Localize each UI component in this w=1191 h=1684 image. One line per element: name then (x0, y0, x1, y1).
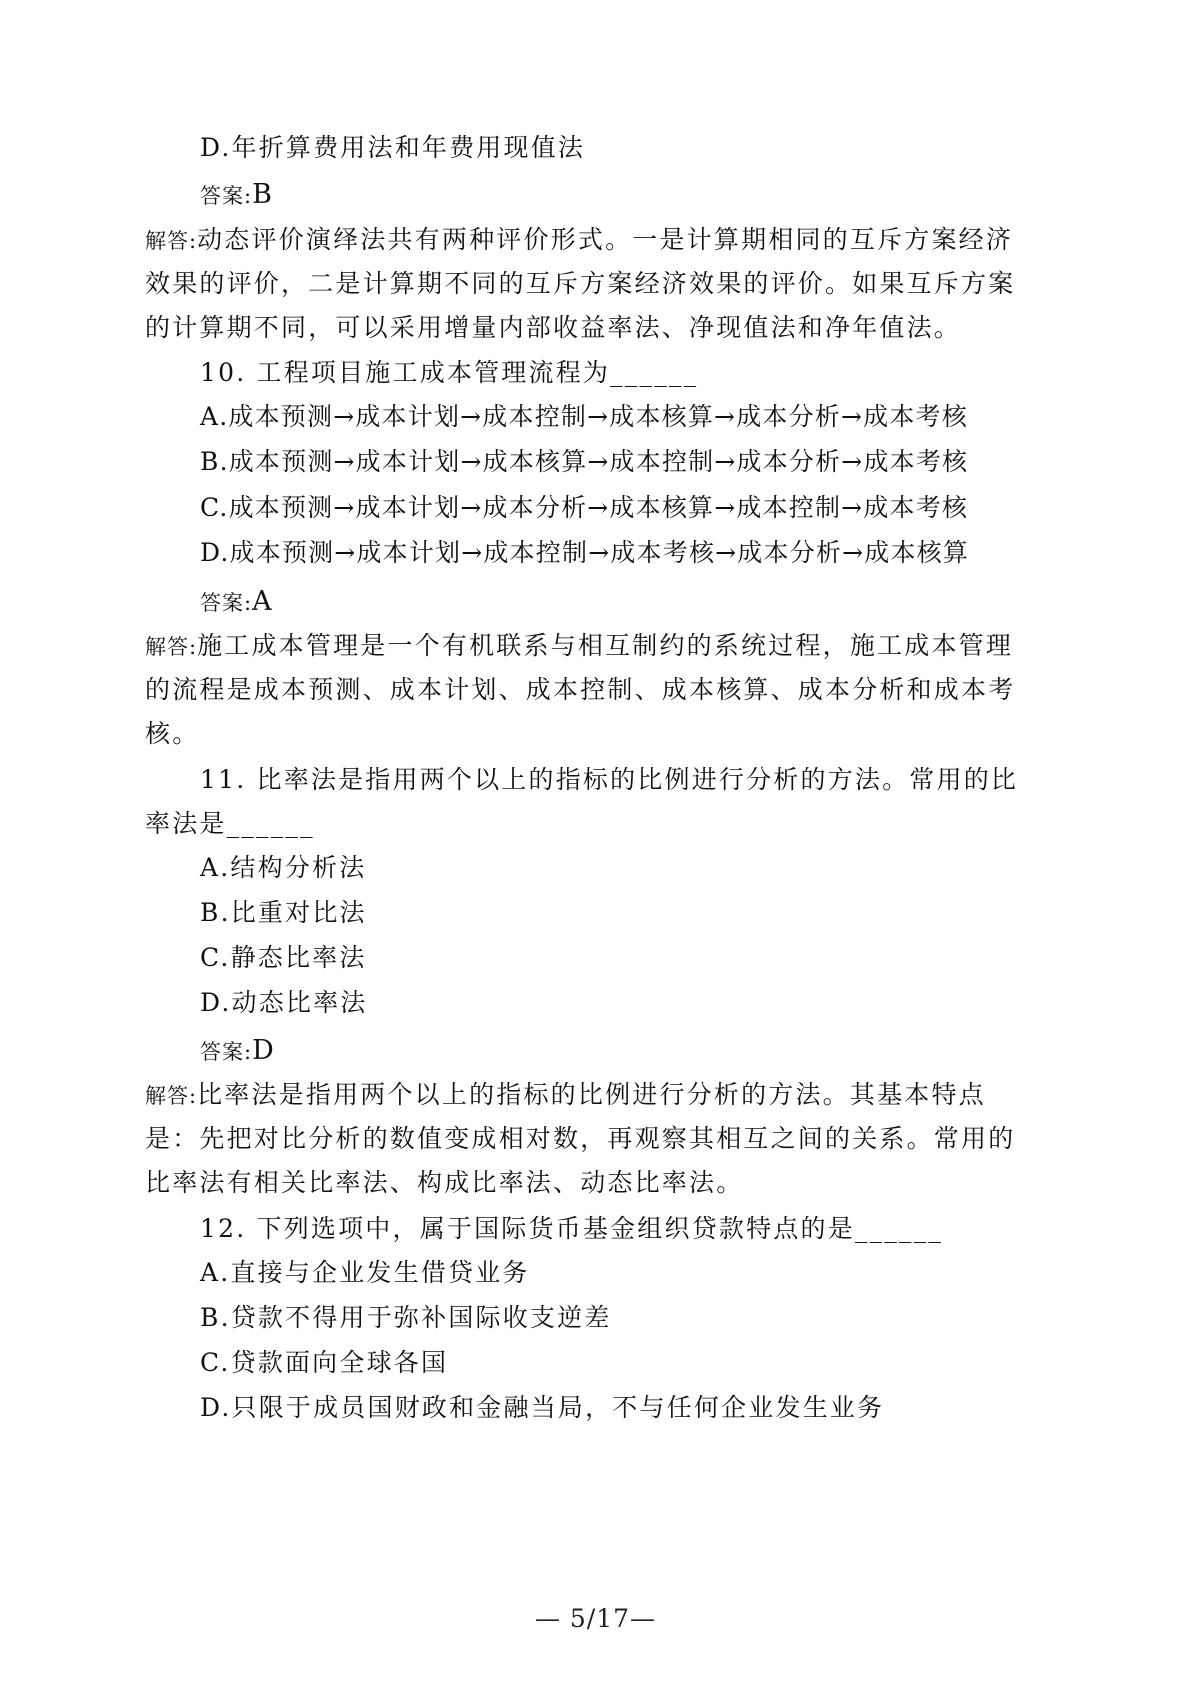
q12-option-b: B.贷款不得用于弥补国际收支逆差 (200, 1303, 612, 1332)
q11-option-b: B.比重对比法 (200, 898, 367, 927)
q11-answer (200, 1036, 276, 1067)
q11-option-d: D.动态比率法 (200, 988, 368, 1017)
answer-value: A (252, 586, 274, 617)
explanation-label: 解答: (145, 229, 198, 253)
answer-value: D (252, 1035, 276, 1066)
q11-stem-line-2: 率法是______ (145, 809, 315, 838)
q10-option-c: C.成本预测→成本计划→成本分析→成本核算→成本控制→成本考核 (200, 493, 969, 522)
q10-explanation-line-2: 的流程是成本预测、成本计划、成本控制、成本核算、成本分析和成本考 (145, 675, 1016, 704)
q11-explanation-line-3: 比率法有相关比率法、构成比率法、动态比率法。 (145, 1168, 744, 1197)
explanation-label: 解答: (145, 1084, 198, 1108)
answer-label: 答案: (200, 184, 253, 208)
q10-option-d: D.成本预测→成本计划→成本控制→成本考核→成本分析→成本核算 (200, 538, 970, 567)
q11-explanation-line-1 (145, 1080, 986, 1111)
q10-explanation-line-1 (145, 631, 1013, 662)
q10-answer (200, 587, 274, 618)
q9-explanation-line-1 (145, 225, 1013, 256)
explanation-text: 比率法是指用两个以上的指标的比例进行分析的方法。其基本特点 (197, 1080, 986, 1109)
answer-label: 答案: (200, 1040, 253, 1064)
q11-option-c: C.静态比率法 (200, 943, 367, 972)
q12-option-c: C.贷款面向全球各国 (200, 1348, 449, 1377)
explanation-text: 动态评价演绎法共有两种评价形式。一是计算期相同的互斥方案经济 (197, 225, 1014, 254)
q10-stem: 10. 工程项目施工成本管理流程为______ (200, 358, 699, 387)
q11-explanation-line-2: 是：先把对比分析的数值变成相对数，再观察其相互之间的关系。常用的 (145, 1124, 1016, 1153)
q12-stem: 12. 下列选项中，属于国际货币基金组织贷款特点的是______ (200, 1214, 944, 1243)
q9-explanation-line-2: 效果的评价，二是计算期不同的互斥方案经济效果的评价。如果互斥方案 (145, 269, 1016, 298)
q9-answer (200, 180, 274, 211)
answer-label: 答案: (200, 591, 253, 615)
q10-option-a: A.成本预测→成本计划→成本控制→成本核算→成本分析→成本考核 (200, 402, 968, 431)
answer-value: B (252, 179, 275, 210)
q9-option-d: D.年折算费用法和年费用现值法 (200, 133, 586, 162)
q12-option-d: D.只限于成员国财政和金融当局，不与任何企业发生业务 (200, 1393, 885, 1422)
q12-option-a: A.直接与企业发生借贷业务 (200, 1258, 530, 1287)
q11-stem-line-1: 11. 比率法是指用两个以上的指标的比例进行分析的方法。常用的比 (200, 765, 1019, 794)
q9-explanation-line-3: 的计算期不同，可以采用增量内部收益率法、净现值法和净年值法。 (145, 313, 962, 342)
page-number: — 5/17— (534, 1604, 657, 1633)
q10-explanation-line-3: 核。 (145, 719, 200, 748)
q11-option-a: A.结构分析法 (200, 853, 367, 882)
q10-option-b: B.成本预测→成本计划→成本核算→成本控制→成本分析→成本考核 (200, 447, 969, 476)
explanation-label: 解答: (145, 635, 198, 659)
explanation-text: 施工成本管理是一个有机联系与相互制约的系统过程，施工成本管理 (197, 631, 1014, 660)
